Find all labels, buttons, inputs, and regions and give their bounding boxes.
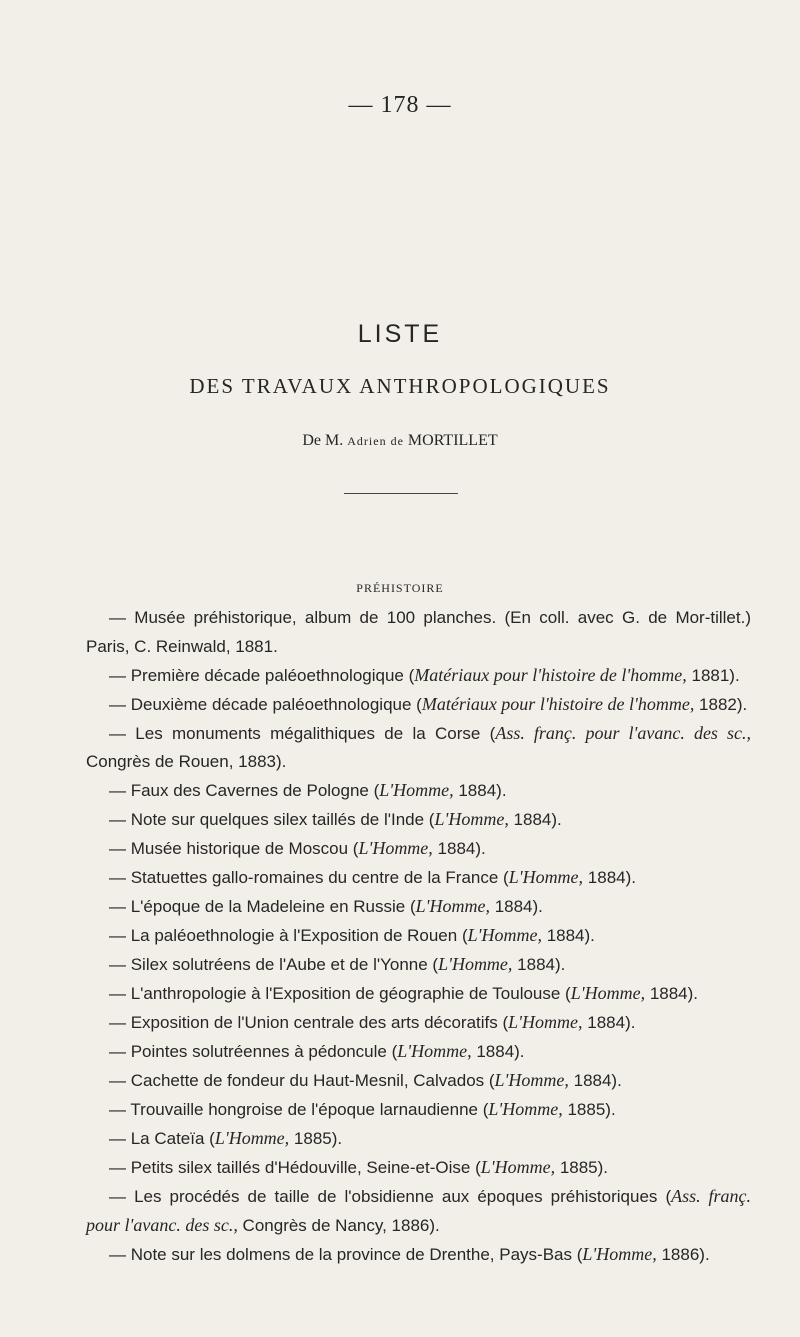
bibliography-entry: — Première décade paléoethnologique (Matériaux pour l'histoire de l'homme, 1881). [109,665,740,685]
bibliography-entry: — L'époque de la Madeleine en Russie (L'Homme, 1884). [109,896,543,916]
author-prefix: De M. [302,432,344,449]
bibliography-entry: — L'anthropologie à l'Exposition de géographie de Toulouse (L'Homme, 1884). [109,983,699,1003]
author-firstname: Adrien de [347,434,404,448]
bibliography-entry: — Les procédés de taille de l'obsidienne aux époques préhistoriques (Ass. franç. pour l'avanc. des sc., Congrès de Nancy, 1886). [86,1186,752,1235]
bibliography-entry: — Silex solutréens de l'Aube et de l'Yonne (L'Homme, 1884). [109,954,566,974]
bibliography-entry: — Note sur les dolmens de la province de Drenthe, Pays-Bas (L'Homme, 1886). [109,1244,710,1264]
title-divider [344,493,458,494]
bibliography-entry: — Les monuments mégalithiques de la Corse (Ass. franç. pour l'avanc. des sc., Congrès de Rouen, 1883). [86,723,751,771]
bibliography-entry: — Musée préhistorique, album de 100 planches. (En coll. avec G. de Mor-tillet.) Paris, C. Reinwald, 1881. [86,608,751,656]
bibliography-entry: — Cachette de fondeur du Haut-Mesnil, Calvados (L'Homme, 1884). [109,1070,622,1090]
bibliography-entry: — Exposition de l'Union centrale des arts décoratifs (L'Homme, 1884). [109,1012,636,1032]
bibliography-entry: — La Cateïa (L'Homme, 1885). [109,1128,343,1148]
bibliography-entry: — Note sur quelques silex taillés de l'Inde (L'Homme, 1884). [109,809,562,829]
bibliography-entry: — Musée historique de Moscou (L'Homme, 1884). [109,838,486,858]
author-line [0,432,800,450]
bibliography-entry: — Trouvaille hongroise de l'époque larnaudienne (L'Homme, 1885). [109,1099,616,1119]
bibliography-list [86,604,751,1269]
section-heading: PRÉHISTOIRE [356,581,444,595]
bibliography-entry: — La paléoethnologie à l'Exposition de Rouen (L'Homme, 1884). [109,925,595,945]
bibliography-entry: — Statuettes gallo-romaines du centre de la France (L'Homme, 1884). [109,867,636,887]
page-number: — 178 — [348,92,452,118]
bibliography-entry: — Deuxième décade paléoethnologique (Matériaux pour l'histoire de l'homme, 1882). [109,694,748,714]
bibliography-entry: — Faux des Cavernes de Pologne (L'Homme, 1884). [109,780,507,800]
author-lastname: MORTILLET [407,432,498,449]
list-subtitle: DES TRAVAUX ANTHROPOLOGIQUES [189,374,611,398]
bibliography-entry: — Pointes solutréennes à pédoncule (L'Homme, 1884). [109,1041,525,1061]
list-title: LISTE [357,320,443,348]
bibliography-entry: — Petits silex taillés d'Hédouville, Seine-et-Oise (L'Homme, 1885). [109,1157,609,1177]
